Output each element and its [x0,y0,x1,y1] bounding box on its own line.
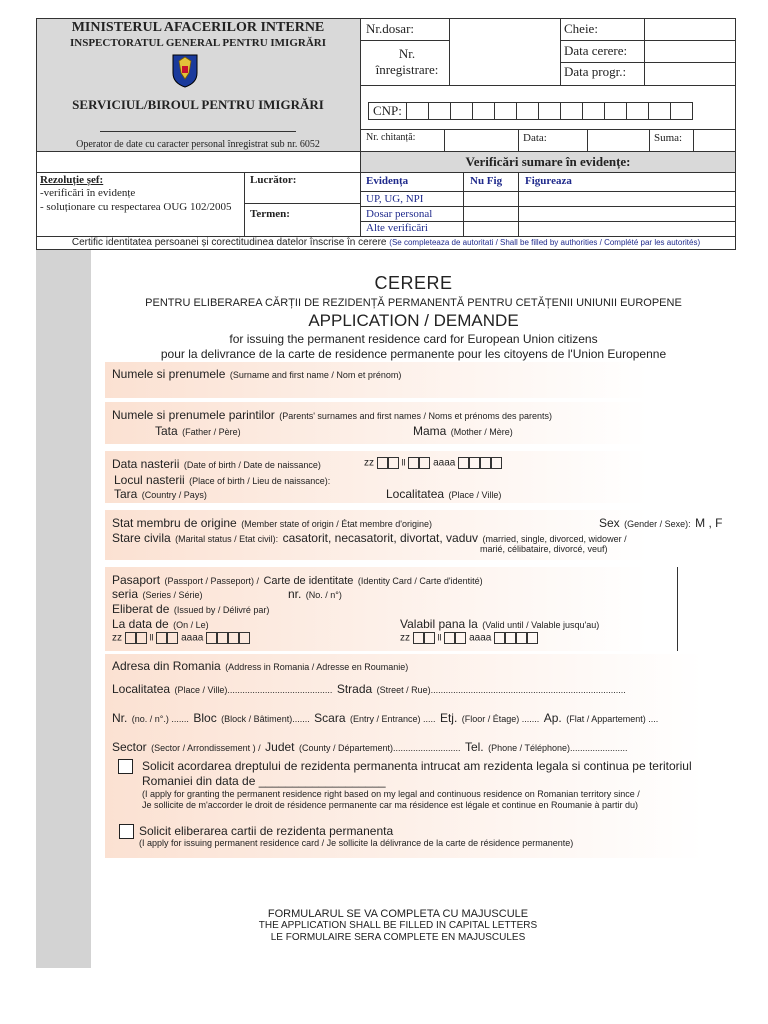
country-sublabel: (Country / Pays) [141,490,207,500]
solicit-right-text: Solicit acordarea dreptului de rezidenta permanenta intrucat am rezidenta legala si continua pe teritoriul [142,759,692,773]
passport-sublabel: (Passport / Passeport) / [164,576,260,586]
street-sublabel: (Street / Rue).............................................................................. [376,685,626,695]
day-label: zz [112,632,122,644]
father-field[interactable] [155,422,241,440]
etaj-sublabel: (Floor / Étage) ....... [461,714,540,724]
name-field[interactable] [112,365,401,383]
number-label: nr. [288,587,302,601]
form-title-ro: PENTRU ELIBERAREA CĂRȚII DE REZIDENȚĂ PERMANENTĂ PENTRU CETĂȚENII UNIUNII EUROPENE [145,297,682,309]
year-label: aaaa [469,632,492,644]
valid-until-field [400,615,599,633]
divider [560,18,561,85]
birth-date-boxes[interactable] [364,457,502,469]
nr-inregistrare-label: Nr. înregistrare: [375,46,439,77]
month-label: ll [401,457,406,468]
divider [444,129,445,151]
cheie-label: Cheie: [564,21,598,36]
phone-sublabel: (Phone / Téléphone)....................... [488,743,628,753]
name-label: Numele si prenumele [112,367,226,381]
issue-date-sublabel: (On / Le) [173,620,209,630]
termen-label: Termen: [250,208,290,220]
address-sublabel: (Address in Romania / Adresse en Roumanie) [225,662,409,672]
parents-sublabel: (Parents' surnames and first names / Noms et prénoms des parents) [279,411,553,421]
etaj-label: Etj. [439,711,458,725]
divider [518,129,519,151]
section-passport-edge [677,567,678,651]
marital-status-sublabel: (Marital status / Etat civil): [175,534,279,544]
number-sublabel: (No. / n°) [305,590,342,600]
valid-until-label: Valabil pana la [400,617,478,631]
bloc-label: Bloc [193,711,217,725]
issued-by-label: Eliberat de [112,602,170,616]
solicit-right-fr: Je sollicite de m'accorder le droit de résidence permanente car ma résidence est légale et continue en Roumanie à partir du) [142,800,638,810]
solicit-card-sub: (I apply for issuing permanent residence card / Je sollicite la délivrance de la carte de résidence permanente) [139,838,574,848]
valid-until-sublabel: (Valid until / Valable jusqu'au) [482,620,600,630]
operator-note: Operator de date cu caracter personal înregistrat sub nr. 6052 [76,139,320,150]
birth-date-sublabel: (Date of birth / Date de naissance) [183,460,321,470]
marital-status-options: casatorit, necasatorit, divortat, vaduv [282,531,479,545]
issued-by-sublabel: (Issued by / Délivré par) [173,605,270,615]
sector-label: Sector [112,740,147,754]
up-ug-npi-label: UP, UG, NPI [366,193,424,205]
lucrator-label: Lucrător: [250,174,297,186]
father-label: Tata [155,424,178,438]
data-cerere-label: Data cerere: [564,43,628,58]
form-title: CERERE [374,273,453,293]
cnp-digit-boxes [406,103,692,120]
footer-note-ro: FORMULARUL SE VA COMPLETA CU MAJUSCULE [267,908,529,920]
inspectorate-name: INSPECTORATUL GENERAL PENTRU IMIGRĂRI [70,37,326,49]
suma-label: Suma: [654,132,683,144]
birth-date-label: Data nasterii [112,457,180,471]
left-margin-strip [36,250,91,968]
passport-label: Pasaport [112,573,161,587]
evidenta-label: Evidența [366,175,409,187]
month-label: ll [149,632,154,643]
divider [244,172,245,236]
data-label: Data: [523,132,547,144]
divider [360,172,361,236]
mother-sublabel: (Mother / Mère) [450,427,513,437]
service-name: SERVICIUL/BIROUL PENTRU IMIGRĂRI [72,97,324,112]
divider [360,206,736,207]
divider [449,18,450,85]
form-title-app: APPLICATION / DEMANDE [308,311,519,330]
divider [587,129,588,151]
nr-dosar-label: Nr.dosar: [366,21,415,36]
county-label: Judet [265,740,295,754]
rezolutie-line2: - soluționare cu respectarea OUG 102/2005 [40,201,232,213]
marital-status-en: (married, single, divorced, widower / [482,534,627,544]
solicit-card-text: Solicit eliberarea cartii de rezidenta permanenta [139,824,394,838]
form-title-en: for issuing the permanent residence card for European Union citizens [229,332,598,346]
series-sublabel: (Series / Série) [142,590,203,600]
nu-fig-label: Nu Fig [470,175,503,187]
year-label: aaaa [433,457,456,469]
divider [560,40,736,41]
certific-note: (Se completeaza de autoritati / Shall be filled by authorities / Complété par les autorités) [389,238,701,247]
divider [360,191,736,192]
marital-status-fr: marié, célibataire, divorcé, veuf) [480,544,608,554]
solicit-right-en: (I apply for granting the permanent residence right based on my legal and continuous residence on Romanian territory since / [142,789,640,799]
address-label: Adresa din Romania [112,659,221,673]
apartment-label: Ap. [543,711,562,725]
sex-options: M , F [695,516,723,530]
id-card-label: Carte de identitate [263,575,354,587]
nr-label: Nr. [112,711,128,725]
divider [36,172,736,173]
year-label: aaaa [181,632,204,644]
street-label: Strada [336,682,373,696]
series-label: seria [112,587,139,601]
birth-city-label: Localitatea [386,487,445,501]
divider [560,62,736,63]
birth-place-sublabel: (Place of birth / Lieu de naissance): [189,476,331,486]
divider [360,18,361,172]
sector-sublabel: (Sector / Arrondissement ) / [151,743,261,753]
certific-text: Certific identitatea persoanei și corectitudinea datelor înscrise în cerere [71,237,387,248]
sector-field[interactable] [112,738,628,756]
cnp-label: CNP: [373,103,402,118]
rezolutie-line1: -verificări în evidențe [40,187,136,199]
divider [360,85,736,86]
mother-label: Mama [413,424,447,438]
divider [463,172,464,236]
footer-note-en: THE APPLICATION SHALL BE FILLED IN CAPITAL LETTERS [258,920,538,931]
cnp-field[interactable] [368,102,693,120]
issue-date-boxes[interactable] [112,632,250,644]
alte-verificari-label: Alte verificări [366,222,428,234]
scara-label: Scara [314,711,346,725]
father-sublabel: (Father / Père) [182,427,241,437]
service-signature-line [100,131,296,132]
footer-note-fr: LE FORMULAIRE SERA COMPLETE EN MAJUSCULES [270,932,526,943]
id-card-sublabel: (Identity Card / Carte d'identité) [357,576,483,586]
county-sublabel: (County / Département)........................... [298,743,461,753]
address-city-field[interactable] [112,680,626,698]
data-progr-label: Data progr.: [564,64,627,79]
ministry-name: MINISTERUL AFACERILOR INTERNE [71,20,325,35]
origin-state-sublabel: (Member state of origin / État membre d'origine) [241,519,432,529]
valid-until-boxes[interactable] [400,632,538,644]
birth-city-sublabel: (Place / Ville) [448,490,502,500]
certific-row [36,237,736,250]
sex-sublabel: (Gender / Sexe): [624,519,691,529]
divider [649,129,650,151]
birth-city-field[interactable] [386,485,501,503]
address-city-sublabel: (Place / Ville).......................................... [174,685,333,695]
rezolutie-label: Rezoluție șef: [40,174,104,186]
marital-status-label: Stare civila [112,531,171,545]
address-details-field[interactable] [112,709,658,727]
permanent-residence-right-checkbox[interactable] [118,759,133,774]
issue-date-label: La data de [112,617,169,631]
divider [644,18,645,85]
name-sublabel: (Surname and first name / Nom et prénom) [229,370,402,380]
country-label: Tara [114,487,138,501]
divider [693,129,694,151]
divider [518,172,519,236]
origin-state-label: Stat membru de origine [112,516,237,530]
nr-sublabel: (no. / n°.) ....... [131,714,189,724]
bloc-sublabel: (Block / Bâtiment)....... [221,714,310,724]
apartment-sublabel: (Flat / Appartement) .... [566,714,659,724]
verificari-heading: Verificări sumare în evidențe: [465,154,631,169]
scara-sublabel: (Entry / Entrance) ..... [349,714,436,724]
form-title-fr: pour la delivrance de la carte de residence permanente pour les citoyens de l'Union Europenne [160,347,667,361]
divider [360,129,736,130]
divider [244,203,360,204]
address-field [112,657,408,675]
dosar-personal-label: Dosar personal [366,208,433,220]
mother-field[interactable] [413,422,513,440]
day-label: zz [400,632,410,644]
residence-card-checkbox[interactable] [119,824,134,839]
parents-label: Numele si prenumele parintilor [112,408,275,422]
figureaza-label: Figureaza [525,175,572,187]
phone-label: Tel. [464,740,484,754]
nr-chitanta-label: Nr. chitanță: [366,132,416,143]
sex-label: Sex [599,516,620,530]
country-field[interactable] [114,485,207,503]
address-city-label: Localitatea [112,682,171,696]
issue-date-field [112,615,209,633]
coat-of-arms-icon [169,53,201,89]
birth-place-label: Locul nasterii [114,473,185,487]
solicit-right-date: Romaniei din data de ___________________ [142,774,386,788]
number-field[interactable] [288,585,342,603]
divider [360,40,449,41]
day-label: zz [364,457,374,469]
month-label: ll [437,632,442,643]
